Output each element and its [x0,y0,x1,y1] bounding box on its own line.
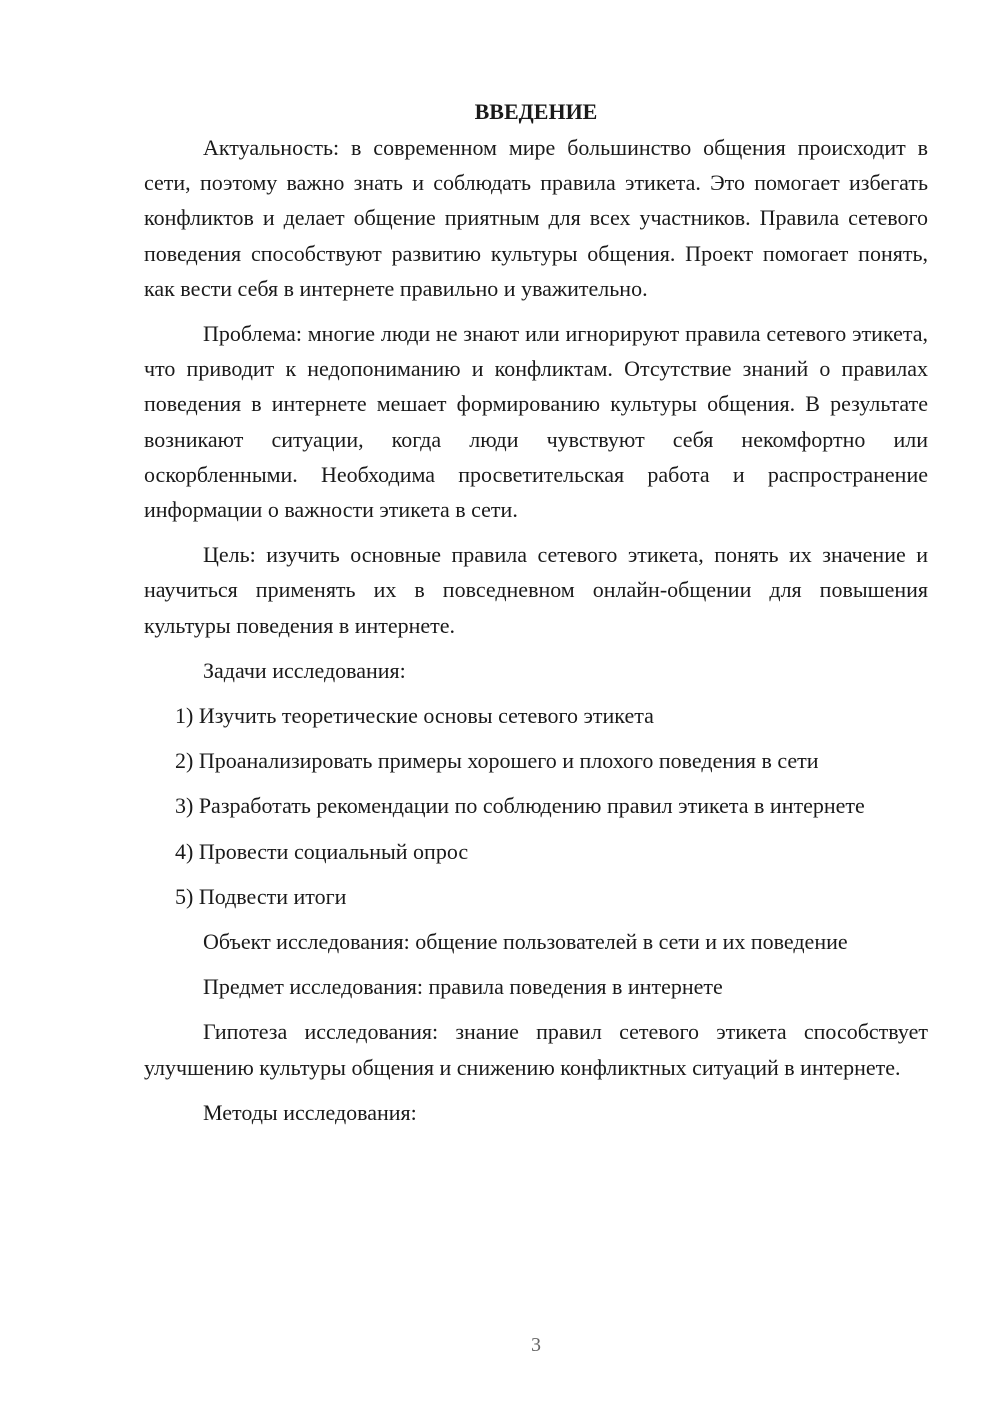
list-item-task-4: 4) Провести социальный опрос [175,838,469,864]
paragraph-hypothesis: Гипотеза исследования: знание правил сетевого этикета способствует улучшению культуры общения и снижению конфликтных ситуаций в интернете. [144,1019,928,1080]
document-page [144,94,928,1140]
list-item-task-1: 1) Изучить теоретические основы сетевого этикета [175,703,654,729]
paragraph-tasks-heading: Задачи исследования: [203,657,406,683]
paragraph-subject: Предмет исследования: правила поведения в интернете [203,974,723,1000]
section-heading: ВВЕДЕНИЕ [474,99,598,124]
page-number: 3 [531,1334,541,1356]
paragraph-object: Объект исследования: общение пользователей в сети и их поведение [203,929,848,955]
paragraph-methods: Методы исследования: [203,1099,417,1125]
paragraph-goal: Цель: изучить основные правила сетевого этикета, понять их значение и научиться применять их в повседневном онлайн-общении для повышения культуры поведения в интернете. [144,542,928,638]
paragraph-problem: Проблема: многие люди не знают или игнорируют правила сетевого этикета, что приводит к недопониманию и конфликтам. Отсутствие знаний о правилах поведения в интернете мешает формированию культуры общения. В результате возникают ситуации, когда люди чувствуют себя некомфортно или оскорбленными. Необходима просветительская работа и распространение информации о важности этикета в сети. [144,321,928,523]
list-item-task-2: 2) Проанализировать примеры хорошего и плохого поведения в сети [175,748,819,774]
list-item-task-5: 5) Подвести итоги [175,883,347,909]
paragraph-relevance: Актуальность: в современном мире большинство общения происходит в сети, поэтому важно знать и соблюдать правила этикета. Это помогает избегать конфликтов и делает общение приятным для всех участников. Правила сетевого поведения способствуют развитию культуры общения. Проект помогает понять, как вести себя в интернете правильно и уважительно. [144,135,928,301]
list-item-task-3: 3) Разработать рекомендации по соблюдению правил этикета в интернете [175,793,865,819]
